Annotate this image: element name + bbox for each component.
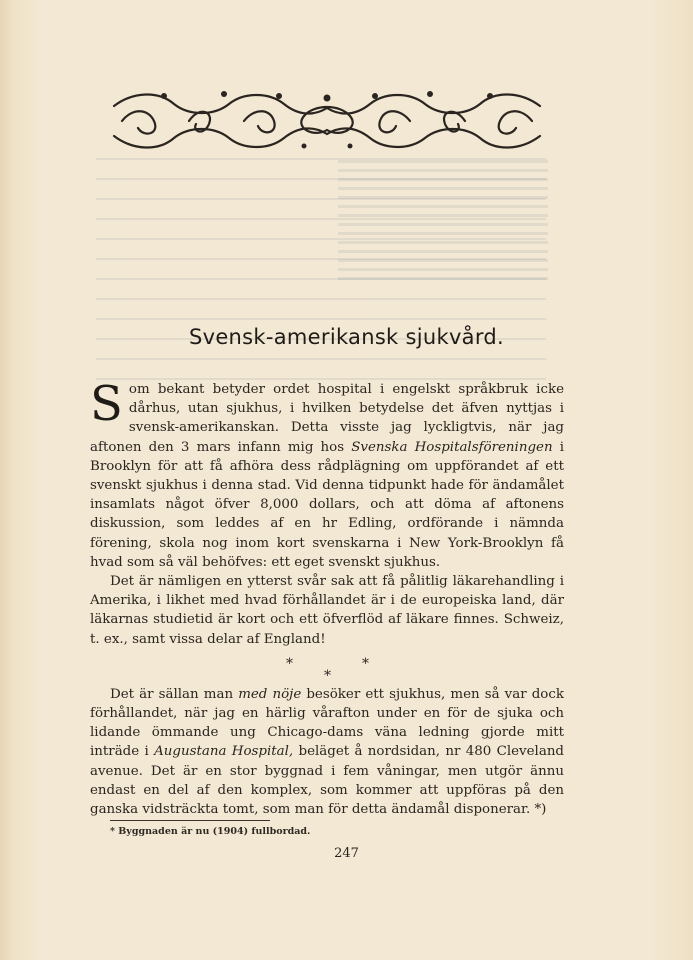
asterisk: * — [286, 655, 293, 672]
italic-hospital-name: Augustana Hospital, — [154, 744, 294, 760]
page-number: 247 — [334, 846, 359, 861]
italic-society-name: Svenska Hospitalsföreningen — [351, 439, 553, 455]
asterisk: * — [362, 655, 369, 672]
show-through-image — [338, 160, 548, 280]
paragraph-2: Det är nämligen en ytterst svår sak att få pålitlig läkarehandling i Amerika, i likhet med hvad förhållandet är i de europeiska land, där läkarnas studietid är kort och ett öfverflöd af läkare finnes. Schweiz, t. ex., samt vissa delar af England! — [90, 574, 564, 647]
footnote-rule — [110, 820, 270, 821]
paragraph-1: Som bekant betyder ordet hospital i engelskt språkbruk icke dårhus, utan sjukhus, i hvilken betydelse det äfven nyttjas i svensk-amerikanskan. Detta visste jag lyckligtvis, när jag aftonen den 3 mars infann mig hos Svenska Hospitalsföreningen i Brooklyn för att få afhöra dess rådplägning om uppförandet af ett svenskt sjukhus i denna stad. Vid denna tidpunkt hade för ändamålet insamlats något öfver 8,000 dollars, och att döma af aftonens diskussion, som leddes af en hr Edling, ordförande i nämnda förening, skola nog inom kort svenskarna i New York-Brooklyn få hvad som så väl behöfves: ett eget svenskt sjukhus. — [90, 376, 564, 570]
body-text — [90, 376, 565, 819]
asterisk: * — [324, 667, 331, 684]
section-separator — [90, 649, 564, 685]
floral-ornament-header — [104, 86, 550, 156]
footnote: * Byggnaden är nu (1904) fullbordad. — [110, 826, 311, 837]
drop-cap: S — [90, 376, 123, 432]
paragraph-3: Det är sällan man med nöje besöker ett sjukhus, men så var dock förhållandet, när jag en härlig vårafton under en för de sjuka och lidande ömmande ung Chicago-dams väna ledning gjorde mitt inträde i Augustana Hospital, beläget å nordsidan, nr 480 Cleveland avenue. Det är en stor byggnad i fem våningar, men utgör ännu endast en del af den komplex, som kommer att uppföras på den ganska vidsträckta tomt, som man för detta ändamål disponerar. *) — [90, 686, 565, 818]
chapter-title: Svensk-amerikansk sjukvård. — [188, 325, 505, 349]
